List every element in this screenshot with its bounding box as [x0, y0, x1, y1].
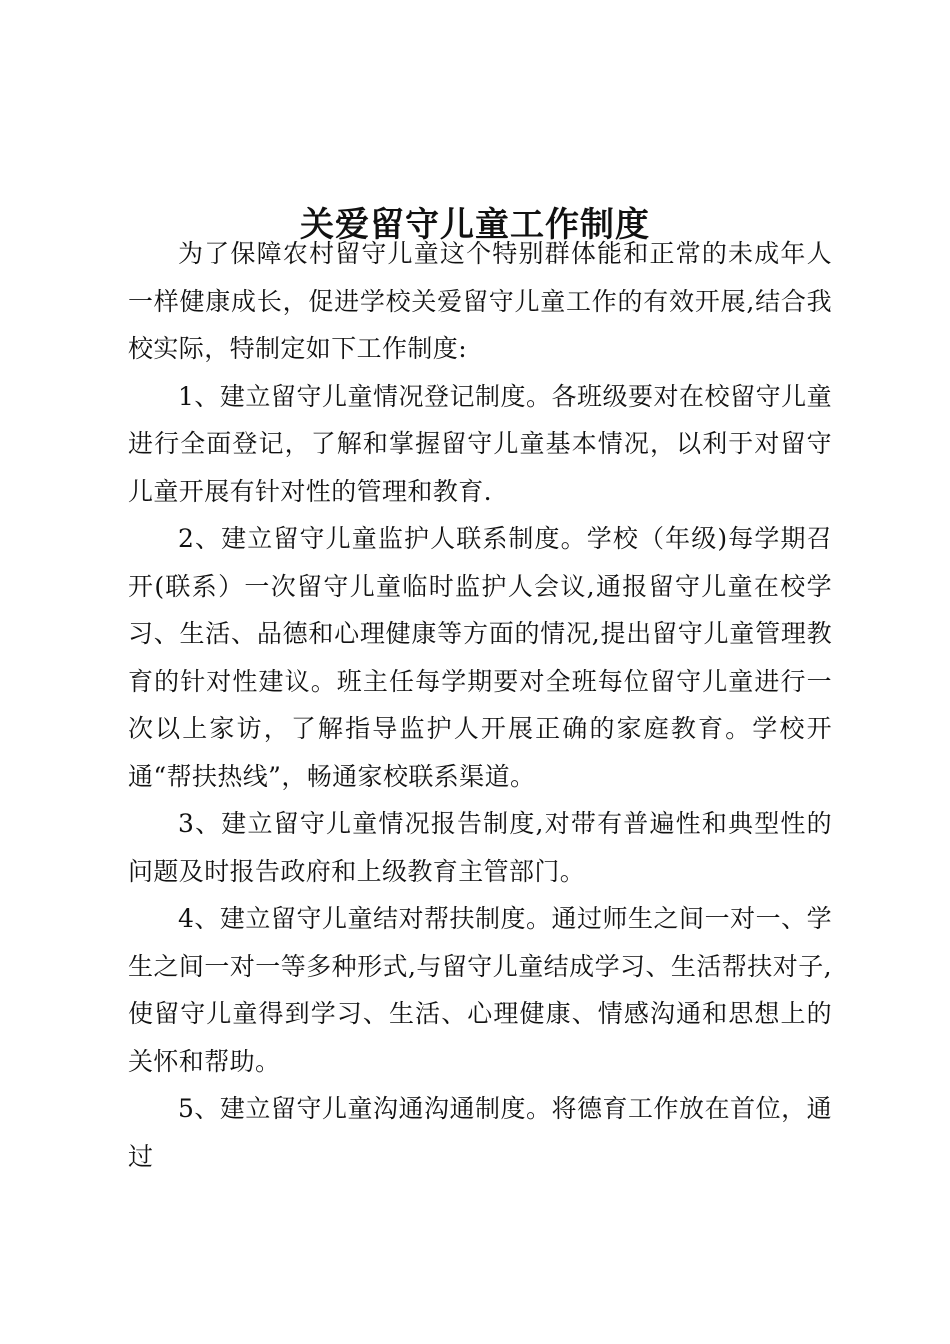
document-body — [128, 230, 832, 1180]
rule-paragraph-4: 4、建立留守儿童结对帮扶制度。通过师生之间一对一、学生之间一对一等多种形式,与留守儿童结成学习、生活帮扶对子,使留守儿童得到学习、生活、心理健康、情感沟通和思想上的关怀和帮助。 — [128, 904, 832, 1076]
rule-paragraph-3: 3、建立留守儿童情况报告制度,对带有普遍性和典型性的问题及时报告政府和上级教育主管部门。 — [128, 809, 832, 886]
intro-paragraph: 为了保障农村留守儿童这个特别群体能和正常的未成年人一样健康成长，促进学校关爱留守儿童工作的有效开展,结合我校实际，特制定如下工作制度: — [128, 239, 832, 363]
document-title: 关爱留守儿童工作制度 — [300, 204, 650, 245]
rule-paragraph-2: 2、建立留守儿童监护人联系制度。学校（年级)每学期召开(联系）一次留守儿童临时监护人会议,通报留守儿童在校学习、生活、品德和心理健康等方面的情况,提出留守儿童管理教育的针对性建议。班主任每学期要对全班每位留守儿童进行一次以上家访，了解指导监护人开展正确的家庭教育。学校开通“帮扶热线”，畅通家校联系渠道。 — [128, 524, 832, 791]
rule-paragraph-5: 5、建立留守儿童沟通沟通制度。将德育工作放在首位，通过 — [128, 1094, 832, 1171]
rule-paragraph-1: 1、建立留守儿童情况登记制度。各班级要对在校留守儿童进行全面登记，了解和掌握留守儿童基本情况，以利于对留守儿童开展有针对性的管理和教育. — [128, 381, 832, 506]
